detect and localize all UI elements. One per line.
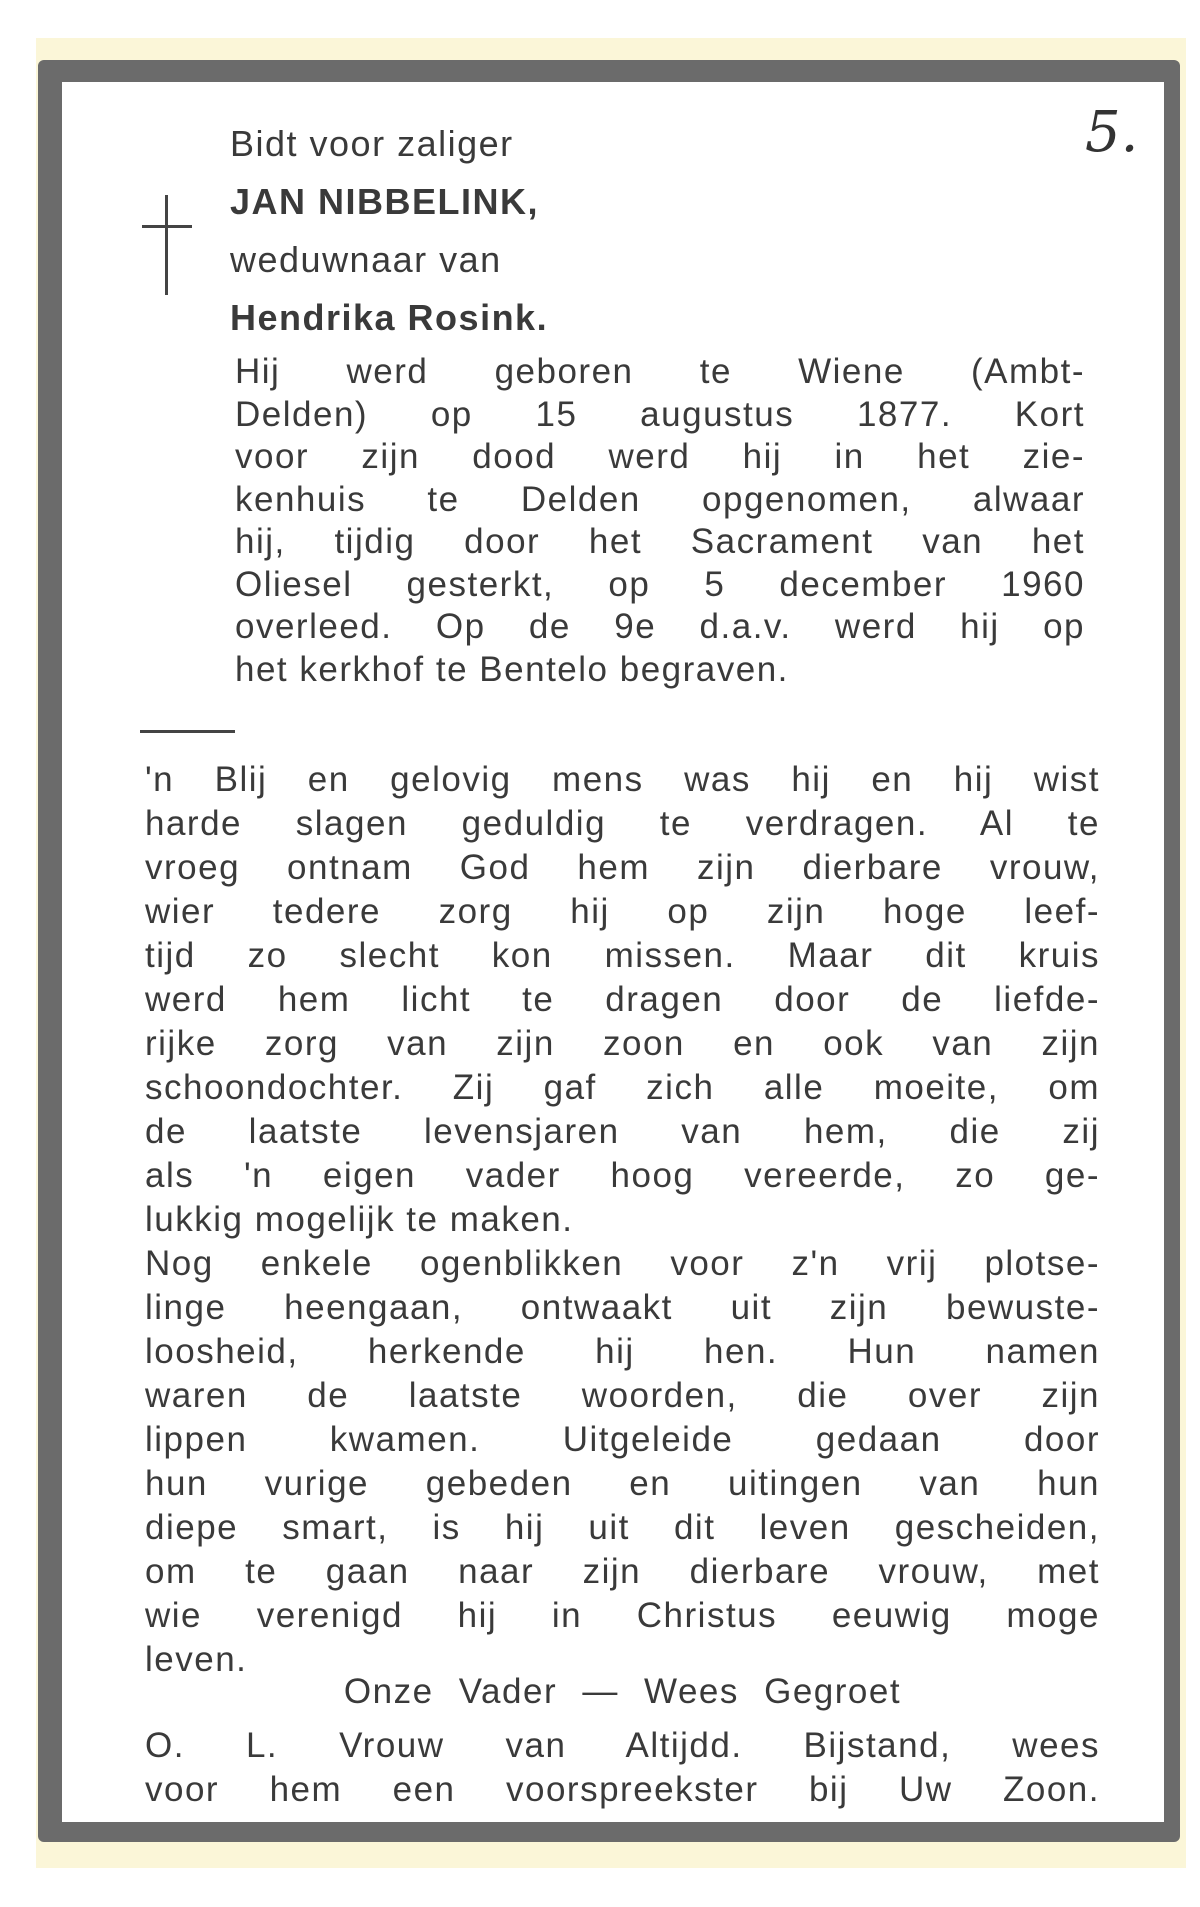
- text-line: O. L. Vrouw van Altijdd. Bijstand, wees: [145, 1726, 1100, 1765]
- text-line: schoondochter. Zij gaf zich alle moeite, om: [145, 1068, 1100, 1107]
- text-line: Delden) op 15 augustus 1877. Kort: [235, 394, 1085, 434]
- spouse-name: Hendrika Rosink.: [230, 297, 549, 338]
- text-line: overleed. Op de 9e d.a.v. werd hij op: [235, 607, 1085, 646]
- text-line: hun vurige gebeden en uitingen van hun: [145, 1464, 1100, 1503]
- text-line: tijd zo slecht kon missen. Maar dit kruis: [145, 936, 1100, 975]
- text-line: Hij werd geboren te Wiene (Ambt-: [235, 352, 1085, 391]
- text-line: het kerkhof te Bentelo begraven.: [235, 649, 789, 689]
- text-line: Oliesel gesterkt, op 5 december 1960: [235, 564, 1085, 604]
- text-line: werd hem licht te dragen door de liefde-: [145, 980, 1100, 1019]
- text-line: rijke zorg van zijn zoon en ook van zijn: [145, 1024, 1100, 1063]
- text-line: vroeg ontnam God hem zijn dierbare vrouw,: [145, 848, 1100, 887]
- text-line: kenhuis te Delden opgenomen, alwaar: [235, 479, 1085, 519]
- divider: [140, 730, 235, 733]
- text-line: wier tedere zorg hij op zijn hoge leef-: [145, 892, 1100, 931]
- text-line: loosheid, herkende hij hen. Hun namen: [145, 1332, 1100, 1371]
- prayer-heading: Bidt voor zaliger: [230, 123, 514, 164]
- text-line: om te gaan naar zijn dierbare vrouw, met: [145, 1552, 1100, 1591]
- text-line: leven.: [145, 1640, 248, 1679]
- text-line: als 'n eigen vader hoog vereerde, zo ge-: [145, 1156, 1100, 1195]
- text-line: linge heengaan, ontwaakt uit zijn bewuste-: [145, 1288, 1100, 1327]
- text-line: de laatste levensjaren van hem, die zij: [145, 1112, 1100, 1151]
- cross-icon: [165, 195, 168, 295]
- text-line: harde slagen geduldig te verdragen. Al te: [145, 804, 1100, 843]
- text-line: diepe smart, is hij uit dit leven gescheiden,: [145, 1508, 1100, 1547]
- text-line: voor hem een voorspreekster bij Uw Zoon.: [145, 1770, 1100, 1809]
- text-line: waren de laatste woorden, die over zijn: [145, 1376, 1100, 1415]
- page-number: 5.: [1085, 100, 1139, 165]
- text-line: wie verenigd hij in Christus eeuwig moge: [145, 1596, 1100, 1635]
- relation-text: weduwnaar van: [230, 239, 502, 280]
- cross-icon-bar: [142, 225, 192, 228]
- text-line: voor zijn dood werd hij in het zie-: [235, 437, 1085, 476]
- text-line: 'n Blij en gelovig mens was hij en hij wist: [145, 760, 1100, 799]
- text-line: hij, tijdig door het Sacrament van het: [235, 522, 1085, 561]
- text-line: lukkig mogelijk te maken.: [145, 1200, 574, 1239]
- prayers-line: Onze Vader — Wees Gegroet: [343, 1672, 902, 1711]
- deceased-name: JAN NIBBELINK,: [230, 181, 540, 222]
- text-line: Nog enkele ogenblikken voor z'n vrij plotse-: [145, 1244, 1100, 1283]
- text-line: lippen kwamen. Uitgeleide gedaan door: [145, 1420, 1100, 1459]
